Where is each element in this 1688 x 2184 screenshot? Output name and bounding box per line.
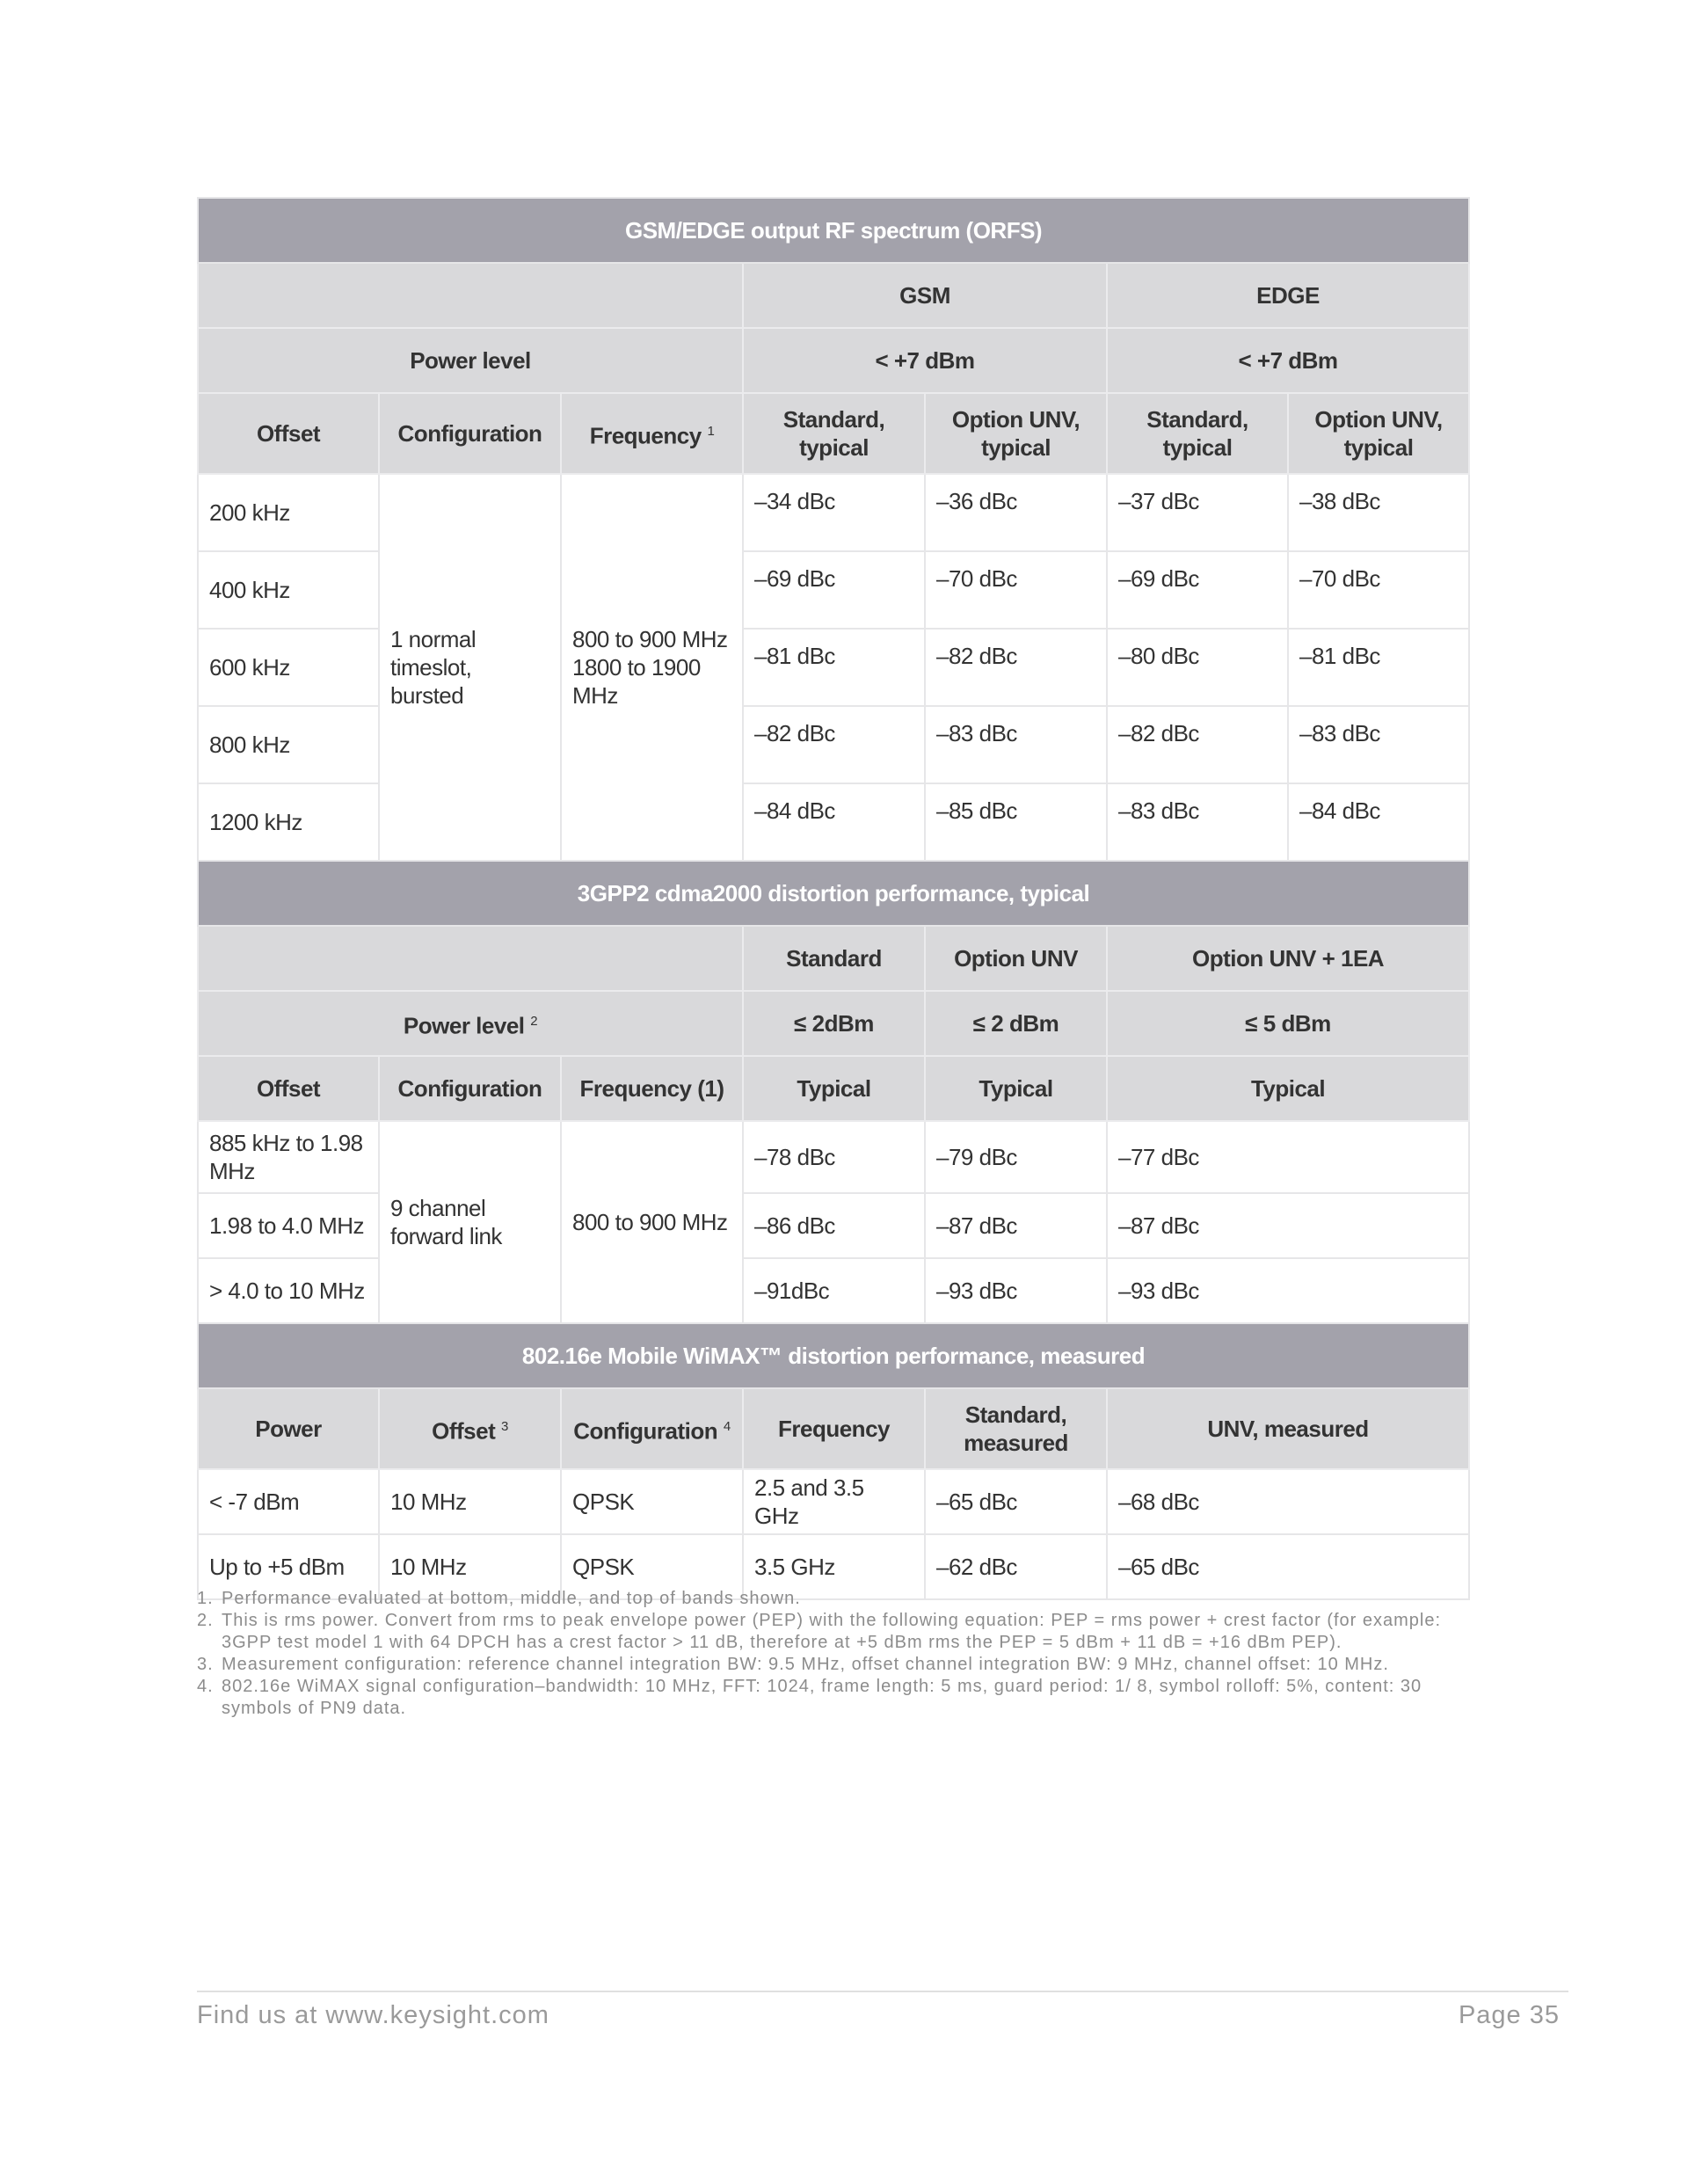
wimax-configuration: QPSK — [561, 1469, 743, 1534]
wimax-col-offset-footnote-ref: 3 — [501, 1418, 508, 1434]
footnote-text: 802.16e WiMAX signal configuration–bandwidth: 10 MHz, FFT: 1024, frame length: 5 ms, guard period: 1/ 8, symbol rolloff: 5%, content: 30 symbols of PN9 data. — [222, 1677, 1422, 1718]
orfs-col-offset: Offset — [198, 393, 379, 474]
orfs-standard-header-row — [198, 263, 1469, 328]
orfs-gsm-power: < +7 dBm — [743, 328, 1107, 393]
orfs-col-frequency-label: Frequency — [589, 422, 702, 449]
cdma-unv-value: –93 dBc — [925, 1258, 1107, 1323]
cdma-col-typical-unv-1ea: Typical — [1107, 1056, 1469, 1121]
orfs-edge-standard: –80 dBc — [1107, 629, 1288, 706]
orfs-offset: 200 kHz — [198, 474, 379, 551]
wimax-unv: –68 dBc — [1107, 1469, 1469, 1534]
footnote-text: Measurement configuration: reference channel integration BW: 9.5 MHz, offset channel integration BW: 9 MHz, channel offset: 10 MHz. — [222, 1655, 1389, 1674]
orfs-edge-unv: –81 dBc — [1288, 629, 1469, 706]
cdma-standard-header: Standard — [743, 926, 925, 991]
wimax-unv: –65 dBc — [1107, 1534, 1469, 1599]
orfs-offset: 1200 kHz — [198, 783, 379, 861]
wimax-title-row — [198, 1323, 1469, 1388]
footnote-number: 2. — [197, 1611, 214, 1630]
wimax-col-frequency: Frequency — [743, 1388, 925, 1469]
cdma-power-level-label: Power level — [403, 1012, 525, 1039]
orfs-col-gsm-unv: Option UNV, typical — [925, 393, 1107, 474]
cdma-unv-value: –87 dBc — [925, 1193, 1107, 1258]
orfs-blank-header — [198, 263, 743, 328]
footnote-text: Performance evaluated at bottom, middle, and top of bands shown. — [222, 1589, 801, 1608]
wimax-col-power: Power — [198, 1388, 379, 1469]
orfs-offset: 800 kHz — [198, 706, 379, 783]
cdma-standard-value: –91dBc — [743, 1258, 925, 1323]
wimax-col-offset — [379, 1388, 561, 1469]
cdma-standard-value: –78 dBc — [743, 1121, 925, 1193]
cdma-option-header-row — [198, 926, 1469, 991]
footnote-item — [197, 1588, 1481, 1610]
orfs-col-gsm-standard: Standard, typical — [743, 393, 925, 474]
orfs-gsm-standard: –84 dBc — [743, 783, 925, 861]
wimax-power: < -7 dBm — [198, 1469, 379, 1534]
orfs-column-header-row — [198, 393, 1469, 474]
orfs-col-edge-unv: Option UNV, typical — [1288, 393, 1469, 474]
cdma-col-typical-standard: Typical — [743, 1056, 925, 1121]
cdma-power-level — [198, 991, 743, 1056]
cdma-offset: > 4.0 to 10 MHz — [198, 1258, 379, 1323]
wimax-col-standard: Standard, measured — [925, 1388, 1107, 1469]
footnote-text: This is rms power. Convert from rms to peak envelope power (PEP) with the following equation: PEP = rms power + crest factor (for example: 3GPP test model 1 with 64 DPCH has a crest factor > 11 dB, therefore at +5 dBm rms the PEP = 5 dBm + 11 dB = +16 dBm PEP). — [222, 1611, 1442, 1652]
cdma-power-level-footnote-ref: 2 — [530, 1013, 538, 1029]
orfs-title-row — [198, 198, 1469, 263]
orfs-edge-header: EDGE — [1107, 263, 1469, 328]
footnote-number: 4. — [197, 1677, 214, 1696]
orfs-offset: 600 kHz — [198, 629, 379, 706]
cdma-col-frequency: Frequency (1) — [561, 1056, 743, 1121]
cdma-unv-1ea-value: –77 dBc — [1107, 1121, 1469, 1193]
cdma-blank-header — [198, 926, 743, 991]
cdma-title: 3GPP2 cdma2000 distortion performance, typical — [198, 861, 1469, 926]
cdma-row — [198, 1121, 1469, 1193]
wimax-col-unv: UNV, measured — [1107, 1388, 1469, 1469]
orfs-edge-standard: –37 dBc — [1107, 474, 1288, 551]
cdma-col-typical-unv: Typical — [925, 1056, 1107, 1121]
wimax-col-configuration — [561, 1388, 743, 1469]
cdma-power-unv-1ea: ≤ 5 dBm — [1107, 991, 1469, 1056]
footer-divider — [197, 1991, 1568, 1992]
orfs-gsm-standard: –82 dBc — [743, 706, 925, 783]
orfs-gsm-unv: –83 dBc — [925, 706, 1107, 783]
orfs-title: GSM/EDGE output RF spectrum (ORFS) — [198, 198, 1469, 263]
orfs-col-configuration: Configuration — [379, 393, 561, 474]
orfs-gsm-unv: –85 dBc — [925, 783, 1107, 861]
orfs-power-level-label: Power level — [198, 328, 743, 393]
page-number: Page 35 — [1458, 2001, 1560, 2029]
footnote-item — [197, 1676, 1481, 1720]
cdma-power-row — [198, 991, 1469, 1056]
cdma-offset: 1.98 to 4.0 MHz — [198, 1193, 379, 1258]
cdma-col-configuration: Configuration — [379, 1056, 561, 1121]
orfs-col-frequency-footnote-ref: 1 — [707, 423, 715, 439]
footnote-number: 1. — [197, 1589, 214, 1608]
footnote-item — [197, 1654, 1481, 1676]
orfs-edge-standard: –83 dBc — [1107, 783, 1288, 861]
cdma-power-standard: ≤ 2dBm — [743, 991, 925, 1056]
orfs-edge-standard: –82 dBc — [1107, 706, 1288, 783]
orfs-gsm-standard: –81 dBc — [743, 629, 925, 706]
wimax-power: Up to +5 dBm — [198, 1534, 379, 1599]
wimax-title: 802.16e Mobile WiMAX™ distortion performance, measured — [198, 1323, 1469, 1388]
orfs-gsm-header: GSM — [743, 263, 1107, 328]
cdma-frequency: 800 to 900 MHz — [561, 1121, 743, 1323]
wimax-col-offset-label: Offset — [432, 1417, 496, 1445]
wimax-row — [198, 1469, 1469, 1534]
orfs-gsm-unv: –82 dBc — [925, 629, 1107, 706]
orfs-power-row — [198, 328, 1469, 393]
orfs-offset: 400 kHz — [198, 551, 379, 629]
wimax-standard: –62 dBc — [925, 1534, 1107, 1599]
orfs-col-frequency — [561, 393, 743, 474]
cdma-title-row — [198, 861, 1469, 926]
orfs-frequency: 800 to 900 MHz 1800 to 1900 MHz — [561, 474, 743, 861]
cdma-configuration: 9 channel forward link — [379, 1121, 561, 1323]
wimax-frequency: 3.5 GHz — [743, 1534, 925, 1599]
orfs-row — [198, 474, 1469, 551]
wimax-configuration: QPSK — [561, 1534, 743, 1599]
cdma-offset: 885 kHz to 1.98 MHz — [198, 1121, 379, 1193]
footer-website-link[interactable]: Find us at www.keysight.com — [197, 2001, 549, 2029]
orfs-gsm-unv: –70 dBc — [925, 551, 1107, 629]
orfs-edge-unv: –84 dBc — [1288, 783, 1469, 861]
orfs-gsm-unv: –36 dBc — [925, 474, 1107, 551]
orfs-edge-standard: –69 dBc — [1107, 551, 1288, 629]
wimax-frequency: 2.5 and 3.5 GHz — [743, 1469, 925, 1534]
specifications-table — [197, 197, 1470, 1600]
wimax-column-header-row — [198, 1388, 1469, 1469]
cdma-col-offset: Offset — [198, 1056, 379, 1121]
cdma-option-unv-header: Option UNV — [925, 926, 1107, 991]
cdma-unv-1ea-value: –93 dBc — [1107, 1258, 1469, 1323]
cdma-unv-1ea-value: –87 dBc — [1107, 1193, 1469, 1258]
footnote-item — [197, 1610, 1481, 1654]
wimax-offset: 10 MHz — [379, 1469, 561, 1534]
orfs-edge-unv: –70 dBc — [1288, 551, 1469, 629]
orfs-col-edge-standard: Standard, typical — [1107, 393, 1288, 474]
wimax-col-configuration-footnote-ref: 4 — [723, 1418, 731, 1434]
orfs-gsm-standard: –34 dBc — [743, 474, 925, 551]
cdma-column-header-row — [198, 1056, 1469, 1121]
wimax-offset: 10 MHz — [379, 1534, 561, 1599]
cdma-unv-value: –79 dBc — [925, 1121, 1107, 1193]
cdma-standard-value: –86 dBc — [743, 1193, 925, 1258]
footnote-number: 3. — [197, 1655, 214, 1674]
orfs-configuration: 1 normal timeslot, bursted — [379, 474, 561, 861]
orfs-gsm-standard: –69 dBc — [743, 551, 925, 629]
wimax-col-configuration-label: Configuration — [573, 1417, 718, 1445]
cdma-power-unv: ≤ 2 dBm — [925, 991, 1107, 1056]
cdma-option-unv-1ea-header: Option UNV + 1EA — [1107, 926, 1469, 991]
orfs-edge-unv: –83 dBc — [1288, 706, 1469, 783]
footnotes — [197, 1588, 1481, 1720]
wimax-standard: –65 dBc — [925, 1469, 1107, 1534]
orfs-edge-unv: –38 dBc — [1288, 474, 1469, 551]
orfs-edge-power: < +7 dBm — [1107, 328, 1469, 393]
